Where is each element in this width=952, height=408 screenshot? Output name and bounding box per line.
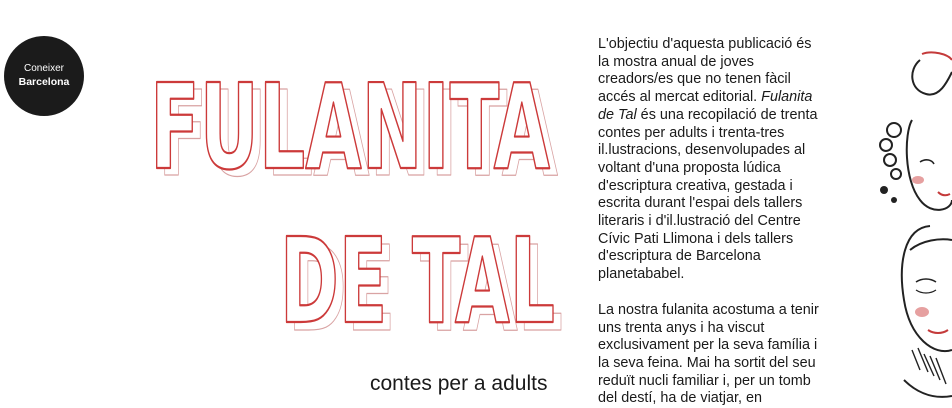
- title-line-1: FULANITA: [150, 58, 550, 196]
- title-line-2: DE TAL: [280, 212, 555, 350]
- title-line-2-shadow: DE TAL: [288, 220, 563, 350]
- book-title-italic: Fulanita de Tal: [598, 89, 813, 123]
- logo-line-2: Barcelona: [18, 75, 70, 88]
- ink-illustration-faces: [860, 50, 952, 406]
- paragraph-1-lead: L'objectiu d'aquesta publicació és la mostra anual de joves creadors/es que no tenen fàcil accés al mercat editorial.: [598, 36, 812, 106]
- paragraph-2: La nostra fulanita acostuma a tenir uns trenta anys i ha viscut exclusivament per la seva família i la seva feina. Mai ha sortit del seu reduït nucli familiar i, per un tomb del destí, ha de viatjar, en: [598, 301, 819, 407]
- paragraph-1: [598, 36, 823, 284]
- coneixer-barcelona-logo: [4, 36, 84, 116]
- subtitle: contes per a adults: [370, 372, 548, 395]
- hand-lettered-title: [150, 30, 580, 350]
- title-line-1-shadow: FULANITA: [158, 65, 558, 203]
- logo-line-1: Coneixer: [23, 63, 65, 75]
- article-body: [598, 36, 823, 408]
- paragraph-1-rest: és una recopilació de trenta contes per adults i trenta-tres il.lustracions, desenvolupades al voltant d'una proposta lúdica d'escriptura creativa, gestada i escrita durant l'espai dels tallers literaris i d'il.lustració del Centre Cívic Pati Llimona i dels tallers d'escriptura de Barcelona planetababel.: [598, 106, 818, 283]
